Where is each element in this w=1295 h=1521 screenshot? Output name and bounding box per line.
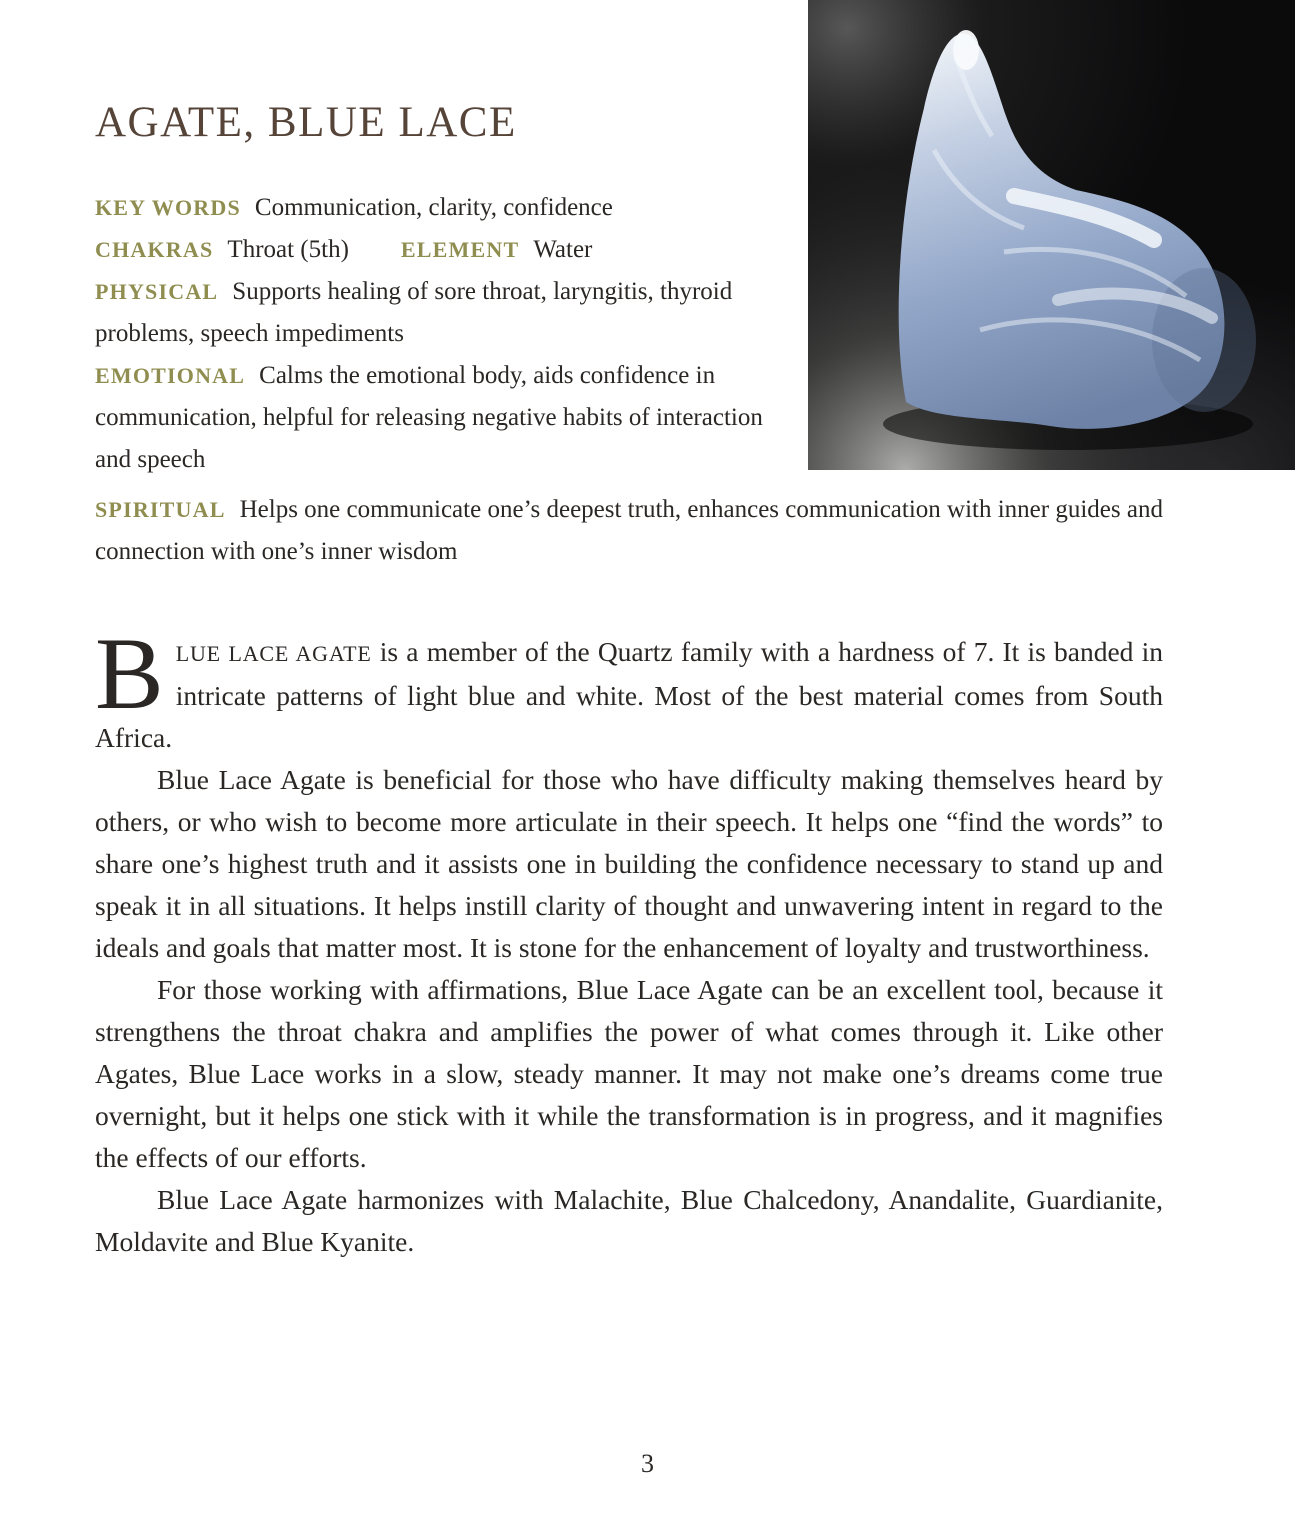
paragraph-affirmations: For those working with affirmations, Blue Lace Agate can be an excellent tool, because it strengthens the throat chakra and amplifies the power of what comes through it. Like other Agates, Blue Lace works in a slow, steady manner. It may not make one’s dreams come true overnight, but it helps one stick with it while the transformation is in progress, and it magnifies the effects of our efforts. xyxy=(95,974,1163,1173)
emotional-label: EMOTIONAL xyxy=(95,363,246,388)
paragraph-intro-text: is a member of the Quartz family with a hardness of 7. It is banded in intricate patterns of light blue and white. Most of the best material comes from South Africa. xyxy=(95,636,1163,753)
chakras-label: CHAKRAS xyxy=(95,237,214,262)
element-label: ELEMENT xyxy=(400,237,520,262)
page-title: AGATE, BLUE LACE xyxy=(95,99,517,146)
spiritual-text: Helps one communicate one’s deepest truth, enhances communication with inner guides and connection with one’s inner wisdom xyxy=(95,496,1163,565)
key-words-text: Communication, clarity, confidence xyxy=(254,194,613,221)
body-copy xyxy=(95,617,1163,1263)
lead-smallcaps: LUE LACE AGATE xyxy=(175,641,372,666)
paragraph-intro xyxy=(95,617,1163,759)
element-text: Water xyxy=(533,236,593,263)
key-words-label: KEY WORDS xyxy=(95,195,241,220)
physical-label: PHYSICAL xyxy=(95,279,219,304)
dropcap: B xyxy=(95,617,164,731)
stone-photo-illustration xyxy=(808,0,1295,470)
paragraph-harmonizes: Blue Lace Agate harmonizes with Malachite, Blue Chalcedony, Anandalite, Guardianite, Moldavite and Blue Kyanite. xyxy=(95,1184,1163,1257)
paragraph-benefits: Blue Lace Agate is beneficial for those who have difficulty making themselves heard by others, or who wish to become more articulate in their speech. It helps one “find the words” to share one’s highest truth and it assists one in building the confidence necessary to stand up and speak it in all situations. It helps instill clarity of thought and unwavering intent in regard to the ideals and goals that matter most. It is stone for the enhancement of loyalty and trustworthiness. xyxy=(95,764,1163,963)
spiritual-label: SPIRITUAL xyxy=(95,497,226,522)
emotional-text: Calms the emotional body, aids confidence in communication, helpful for releasing negative habits of interaction and speech xyxy=(95,362,763,473)
chakras-text: Throat (5th) xyxy=(227,236,349,263)
physical-text: Supports healing of sore throat, laryngitis, thyroid problems, speech impediments xyxy=(95,278,733,347)
page-number: 3 xyxy=(641,1449,654,1478)
attr-spiritual xyxy=(95,489,1175,573)
stone-photo xyxy=(808,0,1295,470)
